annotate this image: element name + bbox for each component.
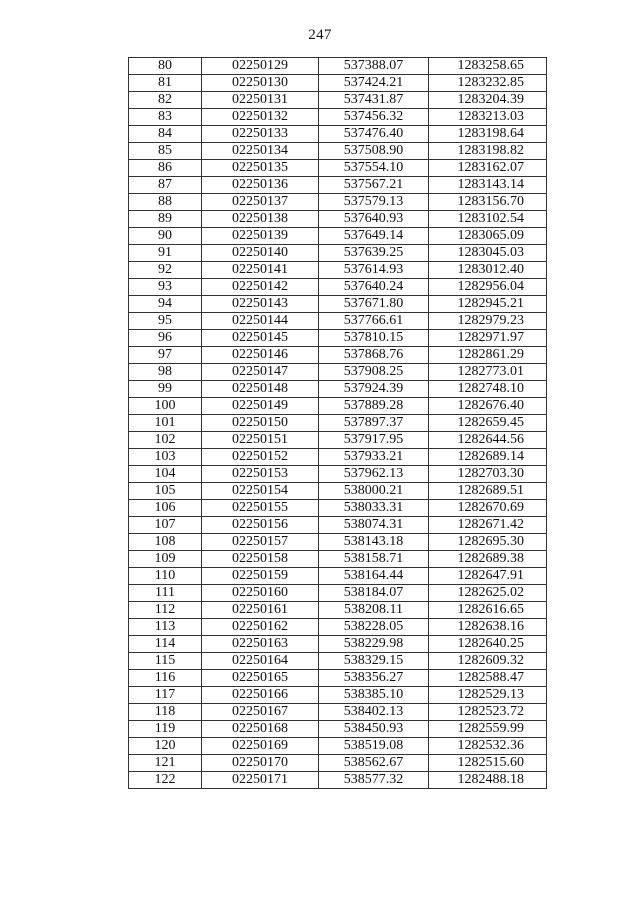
x-coordinate-cell: 538229.98 (319, 636, 429, 653)
point-id-cell: 02250148 (202, 381, 319, 398)
point-number-cell: 107 (129, 517, 202, 534)
point-number-cell: 98 (129, 364, 202, 381)
point-id-cell: 02250159 (202, 568, 319, 585)
point-id-cell: 02250164 (202, 653, 319, 670)
point-id-cell: 02250149 (202, 398, 319, 415)
coordinates-table-body (129, 58, 547, 789)
point-id-cell: 02250150 (202, 415, 319, 432)
point-number-cell: 114 (129, 636, 202, 653)
point-id-cell: 02250170 (202, 755, 319, 772)
x-coordinate-cell: 538184.07 (319, 585, 429, 602)
x-coordinate-cell: 538033.31 (319, 500, 429, 517)
point-number-cell: 100 (129, 398, 202, 415)
table-row (129, 568, 547, 585)
table-row (129, 704, 547, 721)
x-coordinate-cell: 537639.25 (319, 245, 429, 262)
x-coordinate-cell: 537933.21 (319, 449, 429, 466)
table-row (129, 347, 547, 364)
point-number-cell: 119 (129, 721, 202, 738)
table-row (129, 415, 547, 432)
x-coordinate-cell: 538450.93 (319, 721, 429, 738)
point-number-cell: 97 (129, 347, 202, 364)
point-number-cell: 86 (129, 160, 202, 177)
table-row (129, 483, 547, 500)
x-coordinate-cell: 537810.15 (319, 330, 429, 347)
point-id-cell: 02250140 (202, 245, 319, 262)
point-number-cell: 121 (129, 755, 202, 772)
x-coordinate-cell: 538385.10 (319, 687, 429, 704)
table-row (129, 534, 547, 551)
y-coordinate-cell: 1282703.30 (429, 466, 547, 483)
point-number-cell: 99 (129, 381, 202, 398)
y-coordinate-cell: 1283198.82 (429, 143, 547, 160)
point-id-cell: 02250129 (202, 58, 319, 75)
y-coordinate-cell: 1282695.30 (429, 534, 547, 551)
point-id-cell: 02250165 (202, 670, 319, 687)
y-coordinate-cell: 1282971.97 (429, 330, 547, 347)
point-number-cell: 101 (129, 415, 202, 432)
y-coordinate-cell: 1283143.14 (429, 177, 547, 194)
point-number-cell: 112 (129, 602, 202, 619)
y-coordinate-cell: 1282625.02 (429, 585, 547, 602)
point-number-cell: 87 (129, 177, 202, 194)
point-id-cell: 02250171 (202, 772, 319, 789)
point-number-cell: 106 (129, 500, 202, 517)
y-coordinate-cell: 1282676.40 (429, 398, 547, 415)
table-row (129, 92, 547, 109)
point-number-cell: 89 (129, 211, 202, 228)
y-coordinate-cell: 1282647.91 (429, 568, 547, 585)
x-coordinate-cell: 538519.08 (319, 738, 429, 755)
y-coordinate-cell: 1282640.25 (429, 636, 547, 653)
point-id-cell: 02250139 (202, 228, 319, 245)
point-number-cell: 92 (129, 262, 202, 279)
table-row (129, 551, 547, 568)
point-id-cell: 02250162 (202, 619, 319, 636)
point-number-cell: 88 (129, 194, 202, 211)
y-coordinate-cell: 1282773.01 (429, 364, 547, 381)
table-row (129, 585, 547, 602)
table-row (129, 500, 547, 517)
point-id-cell: 02250130 (202, 75, 319, 92)
y-coordinate-cell: 1282559.99 (429, 721, 547, 738)
table-row (129, 143, 547, 160)
y-coordinate-cell: 1283258.65 (429, 58, 547, 75)
table-row (129, 619, 547, 636)
point-id-cell: 02250133 (202, 126, 319, 143)
y-coordinate-cell: 1282616.65 (429, 602, 547, 619)
y-coordinate-cell: 1283102.54 (429, 211, 547, 228)
table-row (129, 738, 547, 755)
table-row (129, 109, 547, 126)
point-id-cell: 02250153 (202, 466, 319, 483)
point-id-cell: 02250138 (202, 211, 319, 228)
x-coordinate-cell: 537388.07 (319, 58, 429, 75)
table-row (129, 211, 547, 228)
y-coordinate-cell: 1283012.40 (429, 262, 547, 279)
y-coordinate-cell: 1282529.13 (429, 687, 547, 704)
y-coordinate-cell: 1282671.42 (429, 517, 547, 534)
point-number-cell: 103 (129, 449, 202, 466)
x-coordinate-cell: 538577.32 (319, 772, 429, 789)
x-coordinate-cell: 537431.87 (319, 92, 429, 109)
y-coordinate-cell: 1282515.60 (429, 755, 547, 772)
x-coordinate-cell: 538074.31 (319, 517, 429, 534)
table-row (129, 58, 547, 75)
x-coordinate-cell: 537897.37 (319, 415, 429, 432)
point-id-cell: 02250151 (202, 432, 319, 449)
point-id-cell: 02250158 (202, 551, 319, 568)
x-coordinate-cell: 538000.21 (319, 483, 429, 500)
point-id-cell: 02250166 (202, 687, 319, 704)
table-row (129, 670, 547, 687)
table-row (129, 296, 547, 313)
table-row (129, 432, 547, 449)
point-number-cell: 118 (129, 704, 202, 721)
table-row (129, 313, 547, 330)
y-coordinate-cell: 1282861.29 (429, 347, 547, 364)
point-id-cell: 02250141 (202, 262, 319, 279)
y-coordinate-cell: 1283162.07 (429, 160, 547, 177)
y-coordinate-cell: 1282689.14 (429, 449, 547, 466)
point-number-cell: 90 (129, 228, 202, 245)
table-row (129, 721, 547, 738)
table-row (129, 517, 547, 534)
y-coordinate-cell: 1282532.36 (429, 738, 547, 755)
point-number-cell: 115 (129, 653, 202, 670)
x-coordinate-cell: 537766.61 (319, 313, 429, 330)
point-number-cell: 111 (129, 585, 202, 602)
x-coordinate-cell: 537567.21 (319, 177, 429, 194)
point-id-cell: 02250142 (202, 279, 319, 296)
point-id-cell: 02250146 (202, 347, 319, 364)
point-number-cell: 102 (129, 432, 202, 449)
point-id-cell: 02250143 (202, 296, 319, 313)
table-row (129, 194, 547, 211)
point-id-cell: 02250161 (202, 602, 319, 619)
x-coordinate-cell: 538164.44 (319, 568, 429, 585)
page-number: 247 (308, 27, 332, 43)
x-coordinate-cell: 538158.71 (319, 551, 429, 568)
table-row (129, 755, 547, 772)
point-number-cell: 95 (129, 313, 202, 330)
point-id-cell: 02250168 (202, 721, 319, 738)
x-coordinate-cell: 538143.18 (319, 534, 429, 551)
table-row (129, 772, 547, 789)
table-row (129, 602, 547, 619)
point-number-cell: 84 (129, 126, 202, 143)
point-number-cell: 105 (129, 483, 202, 500)
x-coordinate-cell: 537640.93 (319, 211, 429, 228)
point-id-cell: 02250135 (202, 160, 319, 177)
x-coordinate-cell: 537640.24 (319, 279, 429, 296)
point-number-cell: 85 (129, 143, 202, 160)
table-row (129, 381, 547, 398)
table-row (129, 245, 547, 262)
x-coordinate-cell: 537868.76 (319, 347, 429, 364)
point-id-cell: 02250147 (202, 364, 319, 381)
point-id-cell: 02250157 (202, 534, 319, 551)
y-coordinate-cell: 1282670.69 (429, 500, 547, 517)
point-id-cell: 02250155 (202, 500, 319, 517)
y-coordinate-cell: 1282659.45 (429, 415, 547, 432)
y-coordinate-cell: 1283198.64 (429, 126, 547, 143)
x-coordinate-cell: 537424.21 (319, 75, 429, 92)
x-coordinate-cell: 538208.11 (319, 602, 429, 619)
y-coordinate-cell: 1282979.23 (429, 313, 547, 330)
y-coordinate-cell: 1282588.47 (429, 670, 547, 687)
y-coordinate-cell: 1282956.04 (429, 279, 547, 296)
point-id-cell: 02250160 (202, 585, 319, 602)
table-row (129, 653, 547, 670)
y-coordinate-cell: 1283204.39 (429, 92, 547, 109)
point-id-cell: 02250156 (202, 517, 319, 534)
point-id-cell: 02250152 (202, 449, 319, 466)
point-number-cell: 104 (129, 466, 202, 483)
y-coordinate-cell: 1283045.03 (429, 245, 547, 262)
table-row (129, 398, 547, 415)
table-row (129, 279, 547, 296)
x-coordinate-cell: 538356.27 (319, 670, 429, 687)
y-coordinate-cell: 1282638.16 (429, 619, 547, 636)
table-row (129, 687, 547, 704)
table-row (129, 364, 547, 381)
x-coordinate-cell: 537649.14 (319, 228, 429, 245)
point-id-cell: 02250144 (202, 313, 319, 330)
table-row (129, 126, 547, 143)
point-id-cell: 02250136 (202, 177, 319, 194)
point-number-cell: 113 (129, 619, 202, 636)
table-row (129, 262, 547, 279)
x-coordinate-cell: 537962.13 (319, 466, 429, 483)
point-number-cell: 94 (129, 296, 202, 313)
y-coordinate-cell: 1283232.85 (429, 75, 547, 92)
y-coordinate-cell: 1282689.38 (429, 551, 547, 568)
y-coordinate-cell: 1283213.03 (429, 109, 547, 126)
x-coordinate-cell: 538402.13 (319, 704, 429, 721)
point-id-cell: 02250134 (202, 143, 319, 160)
point-number-cell: 93 (129, 279, 202, 296)
x-coordinate-cell: 537554.10 (319, 160, 429, 177)
y-coordinate-cell: 1282689.51 (429, 483, 547, 500)
point-id-cell: 02250167 (202, 704, 319, 721)
x-coordinate-cell: 538329.15 (319, 653, 429, 670)
x-coordinate-cell: 538228.05 (319, 619, 429, 636)
y-coordinate-cell: 1282523.72 (429, 704, 547, 721)
table-row (129, 160, 547, 177)
point-number-cell: 82 (129, 92, 202, 109)
table-row (129, 466, 547, 483)
y-coordinate-cell: 1282488.18 (429, 772, 547, 789)
y-coordinate-cell: 1282748.10 (429, 381, 547, 398)
y-coordinate-cell: 1282644.56 (429, 432, 547, 449)
point-number-cell: 110 (129, 568, 202, 585)
x-coordinate-cell: 538562.67 (319, 755, 429, 772)
point-id-cell: 02250145 (202, 330, 319, 347)
x-coordinate-cell: 537579.13 (319, 194, 429, 211)
x-coordinate-cell: 537671.80 (319, 296, 429, 313)
coordinates-table (128, 57, 547, 789)
x-coordinate-cell: 537917.95 (319, 432, 429, 449)
point-number-cell: 96 (129, 330, 202, 347)
point-id-cell: 02250169 (202, 738, 319, 755)
point-number-cell: 80 (129, 58, 202, 75)
point-number-cell: 117 (129, 687, 202, 704)
x-coordinate-cell: 537908.25 (319, 364, 429, 381)
point-id-cell: 02250132 (202, 109, 319, 126)
table-row (129, 636, 547, 653)
y-coordinate-cell: 1282945.21 (429, 296, 547, 313)
point-number-cell: 83 (129, 109, 202, 126)
point-number-cell: 109 (129, 551, 202, 568)
table-row (129, 177, 547, 194)
point-number-cell: 116 (129, 670, 202, 687)
x-coordinate-cell: 537924.39 (319, 381, 429, 398)
point-number-cell: 120 (129, 738, 202, 755)
table-row (129, 449, 547, 466)
table-row (129, 228, 547, 245)
point-id-cell: 02250131 (202, 92, 319, 109)
x-coordinate-cell: 537456.32 (319, 109, 429, 126)
point-id-cell: 02250163 (202, 636, 319, 653)
y-coordinate-cell: 1283065.09 (429, 228, 547, 245)
x-coordinate-cell: 537889.28 (319, 398, 429, 415)
point-number-cell: 108 (129, 534, 202, 551)
point-id-cell: 02250154 (202, 483, 319, 500)
table-row (129, 330, 547, 347)
table-row (129, 75, 547, 92)
point-number-cell: 81 (129, 75, 202, 92)
point-number-cell: 122 (129, 772, 202, 789)
x-coordinate-cell: 537476.40 (319, 126, 429, 143)
point-id-cell: 02250137 (202, 194, 319, 211)
x-coordinate-cell: 537614.93 (319, 262, 429, 279)
x-coordinate-cell: 537508.90 (319, 143, 429, 160)
y-coordinate-cell: 1282609.32 (429, 653, 547, 670)
y-coordinate-cell: 1283156.70 (429, 194, 547, 211)
point-number-cell: 91 (129, 245, 202, 262)
